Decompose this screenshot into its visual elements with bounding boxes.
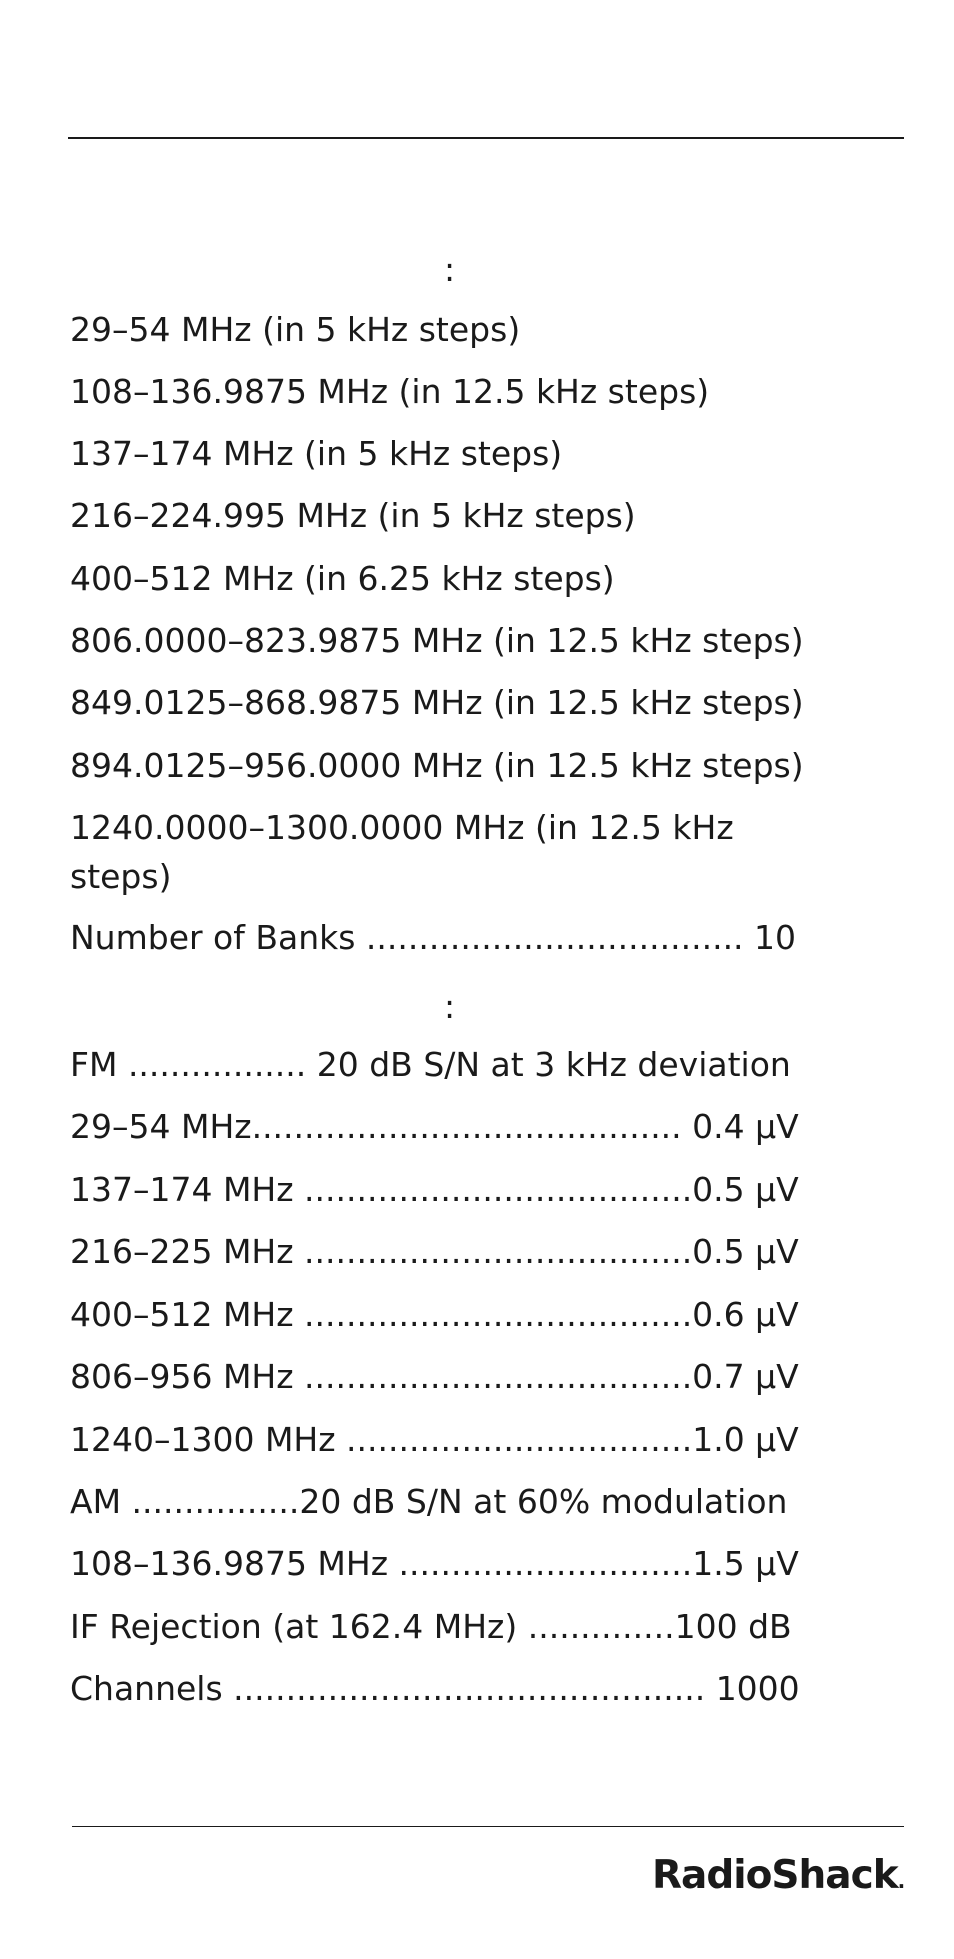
brand-name: RadioShack [652,1853,898,1898]
spec-fm: FM ................. 20 dB S/N at 3 kHz deviation [70,1045,791,1084]
number-of-banks: Number of Banks .................................... 10 [70,918,797,957]
sensitivity-heading-colon: : [444,987,456,1026]
frequency-band-5: 400–512 MHz (in 6.25 kHz steps) [70,559,615,598]
spec-channels: Channels ............................................. 1000 [70,1669,800,1708]
spec-1240-1300: 1240–1300 MHz .................................1.0 μV [70,1420,799,1459]
frequency-band-7: 849.0125–868.9875 MHz (in 12.5 kHz steps) [70,683,804,722]
bottom-rule [72,1826,904,1827]
spec-am: AM ................20 dB S/N at 60% modulation [70,1482,788,1521]
spec-29-54: 29–54 MHz......................................... 0.4 μV [70,1107,799,1146]
frequency-heading-colon: : [444,250,456,289]
frequency-band-4: 216–224.995 MHz (in 5 kHz steps) [70,496,636,535]
frequency-band-6: 806.0000–823.9875 MHz (in 12.5 kHz steps) [70,621,804,660]
spec-137-174: 137–174 MHz .....................................0.5 μV [70,1170,799,1209]
spec-216-225: 216–225 MHz .....................................0.5 μV [70,1232,799,1271]
frequency-band-1: 29–54 MHz (in 5 kHz steps) [70,310,521,349]
frequency-band-3: 137–174 MHz (in 5 kHz steps) [70,434,563,473]
frequency-band-2: 108–136.9875 MHz (in 12.5 kHz steps) [70,372,710,411]
top-rule [68,137,904,139]
brand-mark: . [897,1869,905,1893]
frequency-band-9: 1240.0000–1300.0000 MHz (in 12.5 kHz steps) [70,808,734,896]
spec-400-512: 400–512 MHz .....................................0.6 μV [70,1295,799,1334]
frequency-band-8: 894.0125–956.0000 MHz (in 12.5 kHz steps) [70,746,804,785]
spec-if-rejection: IF Rejection (at 162.4 MHz) ..............100 dB [70,1607,792,1646]
spec-108-136: 108–136.9875 MHz ............................1.5 μV [70,1544,799,1583]
radioshack-logo [652,1853,905,1898]
spec-806-956: 806–956 MHz .....................................0.7 μV [70,1357,799,1396]
